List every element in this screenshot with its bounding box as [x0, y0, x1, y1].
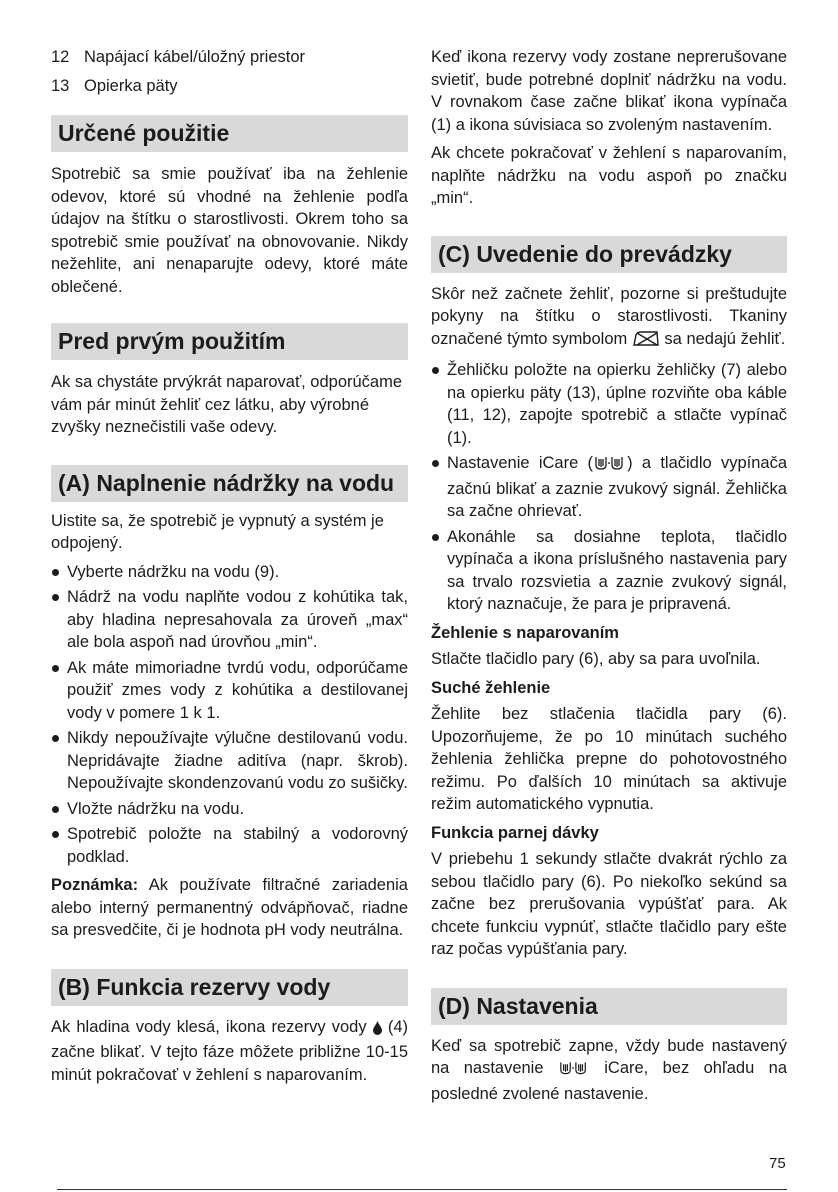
part-number: 12 [51, 48, 70, 66]
part-number: 13 [51, 76, 70, 95]
list-item: Akonáhle sa dosiahne teplota, tlačidlo vypínača a ikona príslušného nastavenia pary sa trvalo rozsvietia a zaznie zvukový signál, ktorý naznačuje, že para je pripravená. [431, 526, 787, 616]
section-b-text-end: (4) začne blikať. V tejto fáze môžete približne 10-15 minút pokračovať v žehlení s naparovaním. [51, 1017, 409, 1084]
section-c-list [431, 359, 787, 616]
water-drop-icon [373, 1019, 382, 1042]
section-a-intro: Uistite sa, že spotrebič je vypnutý a systém je odpojený. [51, 511, 384, 552]
list-item: Nikdy nepoužívajte výlučne destilovanú vodu. Nepridávajte žiadne aditíva (napr. škrob). Nepoužívajte skondenzovanú vodu zo sušičky. [51, 727, 408, 795]
intended-use-text: Spotrebič sa smie používať iba na žehlenie odevov, ktoré sú vhodné na žehlenie podľa údajov na štítku o starostlivosti. Okrem toho sa spotrebič smie používať na obnovovanie. Nikdy nežehlite, ani nenaparujte odevy, ktoré máte oblečené. [51, 165, 408, 296]
page-number: 75 [769, 1155, 786, 1172]
section-c-intro-start: Skôr než začnete žehliť, pozorne si preštudujte pokyny na štítku o starostlivosti. Tkaniny označené týmto symbolom [431, 284, 787, 348]
note-text: Ak používate filtračné zariadenia alebo interný permanentný odvápňovač, riadne sa presvedčite, či je hodnota pH vody neutrálna. [51, 876, 408, 939]
left-column [51, 46, 408, 1092]
section-d-heading: (D) Nastavenia [431, 988, 787, 1025]
section-c-intro [431, 283, 787, 354]
list-item: Spotrebič položte na stabilný a vodorovný podklad. [51, 823, 408, 868]
footer-divider [57, 1189, 787, 1190]
intended-use-heading: Určené použitie [51, 115, 408, 152]
section-c-heading: (C) Uvedenie do prevádzky [431, 236, 787, 273]
icare-steam-icon [558, 1060, 590, 1083]
parts-list-item [51, 46, 408, 69]
right-column [431, 46, 787, 1111]
steam-burst-text: V priebehu 1 sekundy stlačte dvakrát rýchlo za sebou tlačidlo pary (6). Po niekoľko sekúnd sa začne bez prerušovania vypúšťať para. Ak chcete funkciu vypnúť, stlačte tlačidlo pary ešte raz počas vypúšťania pary. [431, 850, 787, 958]
parts-list-item [51, 75, 408, 98]
section-b-continued-1: Keď ikona rezervy vody zostane neprerušovane svietiť, bude potrebné doplniť nádržku na vodu. V rovnakom čase začne blikať ikona vypínača (1) a ikona súvisiaca so zvoleným nastavením. [431, 48, 787, 134]
section-a-list [51, 561, 408, 869]
before-first-use-heading: Pred prvým použitím [51, 323, 408, 360]
dry-ironing-text: Žehlite bez stlačenia tlačidla pary (6). Upozorňujeme, že po 10 minútach suchého žehlenia žehlička prepne do pohotovostného režimu. Po ďalších 10 minútach sa aktivuje režim automatického vypnutia. [431, 705, 787, 813]
do-not-iron-icon [632, 330, 660, 354]
list-item [431, 452, 787, 523]
section-d-text [431, 1035, 787, 1106]
list-item: Ak máte mimoriadne tvrdú vodu, odporúčame použiť zmes vody z kohútika a destilovanej vody v pomere 1 k 1. [51, 657, 408, 725]
list-item: Vyberte nádržku na vodu (9). [51, 561, 408, 584]
steam-ironing-heading: Žehlenie s naparovaním [431, 623, 619, 642]
section-b-text [51, 1016, 408, 1087]
part-label: Opierka päty [84, 76, 178, 95]
section-b-continued-2: Ak chcete pokračovať v žehlení s naparovaním, naplňte nádržku na vodu aspoň po značku „min“. [431, 144, 787, 207]
steam-burst-heading: Funkcia parnej dávky [431, 823, 599, 842]
icare-steam-icon [593, 455, 627, 478]
bullet-text-start: Nastavenie iCare ( [447, 454, 594, 472]
section-a-note [51, 874, 408, 942]
section-d-text-start: Keď sa spotrebič zapne, vždy bude nastavený na nastavenie [431, 1036, 787, 1077]
list-item: Nádrž na vodu naplňte vodou z kohútika tak, aby hladina nepresahovala za úroveň „max“ ale bola aspoň nad úrovňou „min“. [51, 586, 408, 654]
dry-ironing-heading: Suché žehlenie [431, 678, 551, 697]
list-item: Vložte nádržku na vodu. [51, 798, 408, 821]
list-item: Žehličku položte na opierku žehličky (7) alebo na opierku päty (13), úplne rozviňte oba káble (11, 12), zapojte spotrebič a stlačte vypínač (1). [431, 359, 787, 449]
before-first-use-text: Ak sa chystáte prvýkrát naparovať, odporúčame vám pár minút žehliť cez látku, aby výrobné zvyšky neznečistili vaše odevy. [51, 373, 403, 436]
bullet-text-end: ) a tlačidlo vypínača začnú blikať a zaznie zvukový signál. Žehlička sa začne ohrievať. [447, 454, 788, 520]
note-label: Poznámka: [51, 876, 139, 894]
part-label: Napájací kábel/úložný priestor [84, 48, 306, 66]
steam-ironing-text: Stlačte tlačidlo pary (6), aby sa para uvoľnila. [431, 650, 761, 668]
section-d-text-end: iCare, bez ohľadu na posledné zvolené nastavenie. [431, 1059, 787, 1103]
section-c-intro-end: sa nedajú žehliť. [659, 329, 786, 348]
section-b-text-start: Ak hladina vody klesá, ikona rezervy vody [51, 1017, 373, 1036]
section-b-heading: (B) Funkcia rezervy vody [51, 969, 408, 1006]
section-a-heading: (A) Naplnenie nádržky na vodu [51, 465, 408, 502]
